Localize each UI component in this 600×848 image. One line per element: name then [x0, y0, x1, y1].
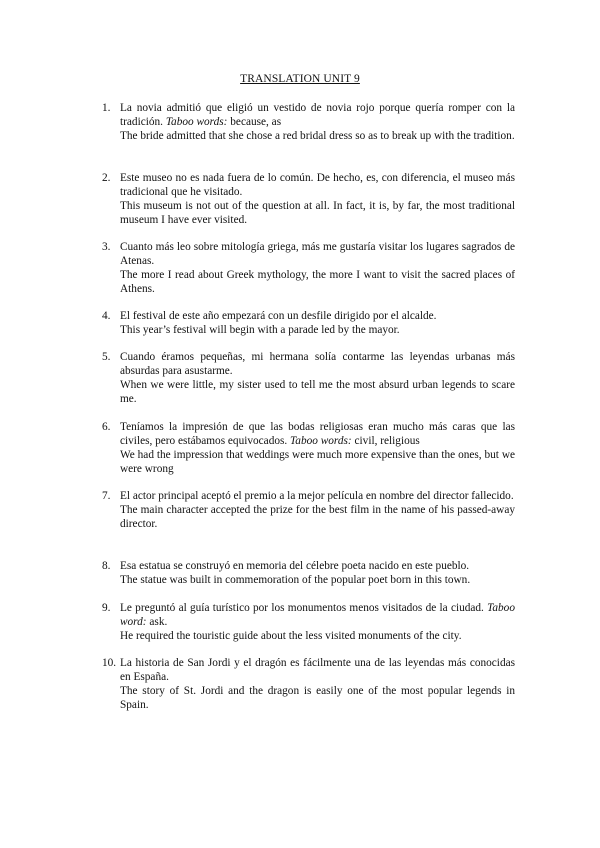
translation-item-6	[102, 420, 515, 476]
english-translation: He required the touristic guide about the less visited monuments of the city.	[120, 630, 462, 642]
spanish-sentence: El festival de este año empezará con un desfile dirigido por el alcalde.	[120, 310, 437, 322]
item-number: 2.	[102, 172, 111, 184]
item-number: 9.	[102, 602, 111, 614]
item-number: 10.	[102, 657, 117, 669]
translation-item-7	[102, 489, 515, 531]
translation-item-3	[102, 240, 515, 296]
page-title: TRANSLATION UNIT 9	[240, 73, 360, 85]
translation-item-9	[102, 601, 515, 643]
translation-item-5	[102, 350, 515, 406]
taboo-words: civil, religious	[354, 435, 420, 447]
english-translation: The bride admitted that she chose a red bridal dress so as to break up with the tradition.	[120, 130, 515, 142]
english-translation: The more I read about Greek mythology, the more I want to visit the sacred places of Athens.	[120, 269, 515, 295]
item-number: 7.	[102, 490, 111, 502]
translation-item-8	[102, 559, 515, 587]
taboo-label: Taboo word:	[120, 602, 515, 628]
english-translation: The main character accepted the prize for the best film in the name of his passed-away director.	[120, 504, 515, 530]
item-number: 6.	[102, 421, 111, 433]
taboo-label: Taboo words:	[165, 116, 228, 128]
translation-item-4	[102, 309, 515, 337]
spanish-sentence: Cuanto más leo sobre mitología griega, más me gustaría visitar los lugares sagrados de Atenas.	[120, 241, 515, 267]
spanish-sentence: Teníamos la impresión de que las bodas religiosas eran mucho más caras que las civiles, pero estábamos equivocados.	[120, 421, 515, 447]
taboo-words: because, as	[230, 116, 282, 128]
translation-item-1	[102, 101, 515, 143]
taboo-label: Taboo words:	[290, 435, 352, 447]
spanish-sentence: Le preguntó al guía turístico por los monumentos menos visitados de la ciudad.	[120, 602, 484, 614]
english-translation: This year’s festival will begin with a parade led by the mayor.	[120, 324, 400, 336]
spanish-sentence: Cuando éramos pequeñas, mi hermana solía contarme las leyendas urbanas más absurdas para asustarme.	[120, 351, 515, 377]
spanish-sentence: Este museo no es nada fuera de lo común. De hecho, es, con diferencia, el museo más tradicional que he visitado.	[120, 172, 515, 198]
spanish-sentence: El actor principal aceptó el premio a la mejor película en nombre del director fallecido.	[120, 490, 514, 502]
taboo-words: ask.	[149, 616, 168, 628]
translation-item-10	[102, 656, 515, 712]
item-number: 4.	[102, 310, 111, 322]
spanish-sentence: La novia admitió que eligió un vestido de novia rojo porque quería romper con la tradición.	[120, 102, 515, 128]
spanish-sentence: La historia de San Jordi y el dragón es fácilmente una de las leyendas más conocidas en España.	[120, 657, 515, 683]
english-translation: This museum is not out of the question at all. In fact, it is, by far, the most traditional museum I have ever visited.	[120, 200, 515, 226]
english-translation: When we were little, my sister used to tell me the most absurd urban legends to scare me.	[120, 379, 515, 405]
item-number: 8.	[102, 560, 111, 572]
spanish-sentence: Esa estatua se construyó en memoria del célebre poeta nacido en este pueblo.	[120, 560, 470, 572]
item-number: 3.	[102, 241, 111, 253]
english-translation: We had the impression that weddings were much more expensive than the ones, but we were wrong	[120, 449, 515, 475]
english-translation: The story of St. Jordi and the dragon is easily one of the most popular legends in Spain.	[120, 685, 515, 711]
item-number: 1.	[102, 102, 111, 114]
english-translation: The statue was built in commemoration of the popular poet born in this town.	[120, 574, 471, 586]
item-number: 5.	[102, 351, 111, 363]
translation-item-2	[102, 171, 515, 227]
